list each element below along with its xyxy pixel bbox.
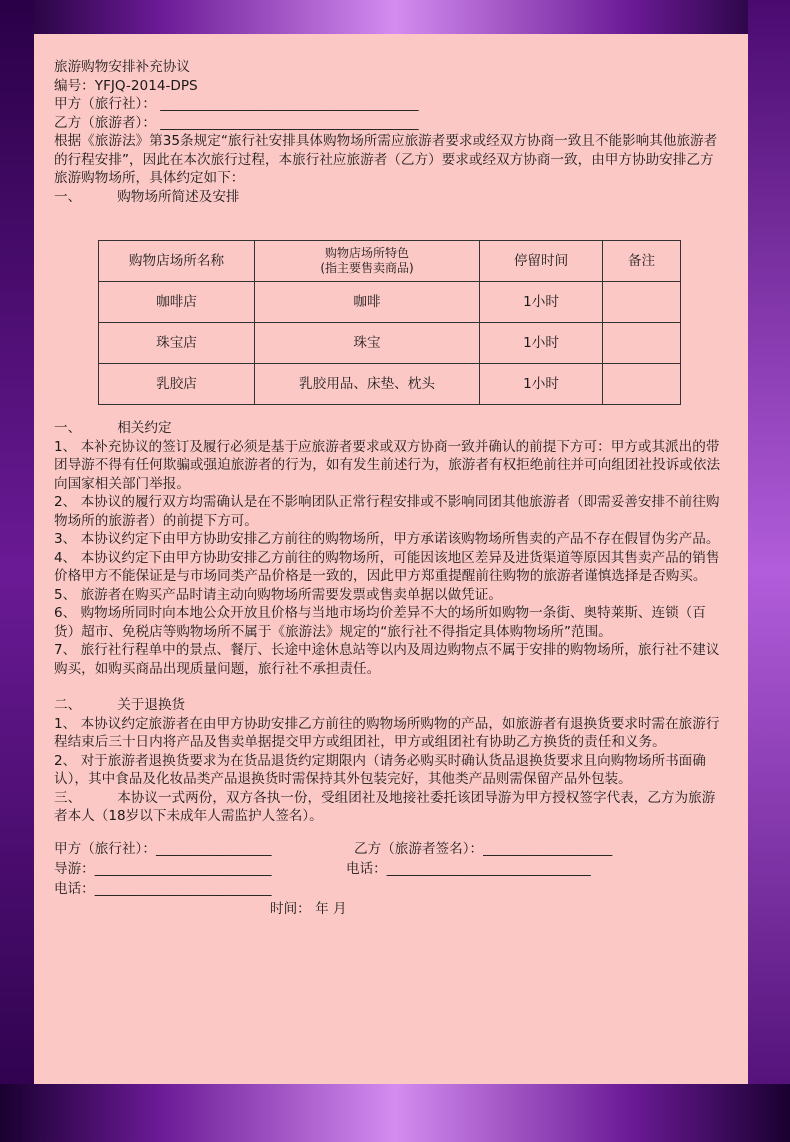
frame-left-border — [0, 0, 34, 1142]
table-header-row — [99, 241, 681, 282]
copies-paragraph — [54, 789, 724, 826]
cell-note — [603, 364, 681, 405]
shopping-table — [98, 240, 681, 405]
terms-item: 3、 本协议约定下由甲方协助安排乙方前往的购物场所，甲方承诺该购物场所售卖的产品不存在假冒伪劣产品。 — [54, 531, 720, 547]
terms-item: 4、 本协议约定下由甲方协助安排乙方前往的购物场所，可能因该地区差异及进货渠道等原因其售卖产品的销售价格甲方不能保证是与市场同类产品价格是一致的，因此甲方郑重提醒前往购物的旅游者谨慎选择是否购买。 — [54, 549, 720, 584]
cell-note — [603, 282, 681, 323]
terms-item: 1、 本补充协议的签订及履行必须是基于应旅游者要求或双方协商一致并确认的前提下方可：甲方或其派出的带团导游不得有任何欺骗或强迫旅游者的行为，如有发生前述行为，旅游者有权拒绝前往并可向组团社投诉或依法向国家相关部门举报。 — [54, 438, 721, 492]
frame-top-border — [0, 0, 790, 34]
cell-feature: 珠宝 — [255, 323, 480, 364]
section-title: 相关约定 — [117, 420, 172, 436]
cell-name: 珠宝店 — [99, 323, 255, 364]
header-feature-line2: (指主要售卖商品) — [320, 261, 414, 275]
document-number: 编号：YFJQ-2014-DPS — [54, 77, 198, 94]
returns-item: 2、 对于旅游者退换货要求为在货品退货约定期限内（请务必购买时确认货品退换货要求且向购物场所书面确认），其中食品及化妆品类产品退换货时需保持其外包装完好，其他类产品则需保留产品外包装。 — [54, 752, 706, 787]
date-line: 时间： 年 月 — [270, 900, 347, 917]
cell-time: 1小时 — [480, 323, 603, 364]
table-row — [99, 364, 681, 405]
section-title: 购物场所简述及安排 — [117, 188, 240, 205]
party-b-signature: 乙方（旅游者签名）：___________________ — [354, 840, 613, 857]
section-number: 三、 — [54, 789, 82, 806]
phone-left: 电话：__________________________ — [54, 880, 272, 897]
frame-right-border — [748, 0, 790, 1142]
cell-time: 1小时 — [480, 364, 603, 405]
frame-bottom-border — [0, 1084, 790, 1142]
terms-item: 5、 旅游者在购买产品时请主动向购物场所需要发票或售卖单据以做凭证。 — [54, 586, 502, 603]
terms-item: 7、 旅行社行程单中的景点、餐厅、长途中途休息站等以内及周边购物点不属于安排的购物场所，旅行社不建议购买，如购买商品出现质量问题，旅行社不承担责任。 — [54, 642, 720, 677]
cell-feature: 乳胶用品、床垫、枕头 — [255, 364, 480, 405]
section-number: 一、 — [54, 188, 82, 205]
guide-signature: 导游：__________________________ — [54, 860, 272, 877]
table-row — [99, 282, 681, 323]
header-note: 备注 — [603, 241, 681, 282]
returns-item: 1、 本协议约定旅游者在由甲方协助安排乙方前往的购物场所购物的产品，如旅游者有退换货要求时需在旅游行程结束后三十日内将产品及售卖单据提交甲方或组团社，甲方或组团社有协助乙方换货的责任和义务。 — [54, 715, 720, 750]
cell-feature: 咖啡 — [255, 282, 480, 323]
cell-note — [603, 323, 681, 364]
cell-time: 1小时 — [480, 282, 603, 323]
spacer — [54, 678, 724, 696]
section-number: 一、 — [54, 420, 82, 436]
section-heading-shopping — [54, 188, 724, 207]
section-number: 二、 — [54, 697, 82, 713]
party-b-line: 乙方（旅游者）： ______________________________________ — [54, 114, 419, 131]
header-feature-line1: 购物店场所特色 — [324, 246, 409, 260]
terms-item: 2、 本协议的履行双方均需确认是在不影响团队正常行程安排或不影响同团其他旅游者（即需妥善安排不前往购物场所的旅游者）的前提下方可。 — [54, 494, 720, 529]
phone-right: 电话：______________________________ — [346, 860, 591, 877]
table-row — [99, 323, 681, 364]
cell-name: 乳胶店 — [99, 364, 255, 405]
copies-text: 本协议一式两份，双方各执一份，受组团社及地接社委托该团导游为甲方授权签字代表，乙方为旅游者本人（18岁以下未成年人需监护人签名）。 — [54, 789, 716, 824]
document-title: 旅游购物安排补充协议 — [54, 59, 190, 75]
section-heading-returns — [54, 696, 724, 715]
signature-block — [54, 836, 724, 916]
header-name: 购物店场所名称 — [99, 241, 255, 282]
header-feature — [255, 241, 480, 282]
cell-name: 咖啡店 — [99, 282, 255, 323]
section-heading-terms — [54, 419, 724, 438]
party-a-signature: 甲方（旅行社）：_________________ — [54, 840, 272, 857]
terms-item: 6、 购物场所同时向本地公众开放且价格与当地市场均价差异不大的场所如购物一条街、奥特莱斯、连锁（百货）超市、免税店等购物场所不属于《旅游法》规定的“旅行社不得指定具体购物场所”范围。 — [54, 605, 706, 640]
section-title: 关于退换货 — [117, 697, 186, 713]
intro-paragraph: 根据《旅游法》第35条规定“旅行社安排具体购物场所需应旅游者要求或经双方协商一致且不能影响其他旅游者的行程安排”，因此在本次旅行过程，本旅行社应旅游者（乙方）要求或经双方协商一致，由甲方协助安排乙方旅游购物场所，具体约定如下： — [54, 133, 718, 186]
header-time: 停留时间 — [480, 241, 603, 282]
document-content — [54, 58, 724, 916]
party-a-line: 甲方（旅行社）： ______________________________________ — [54, 96, 419, 112]
